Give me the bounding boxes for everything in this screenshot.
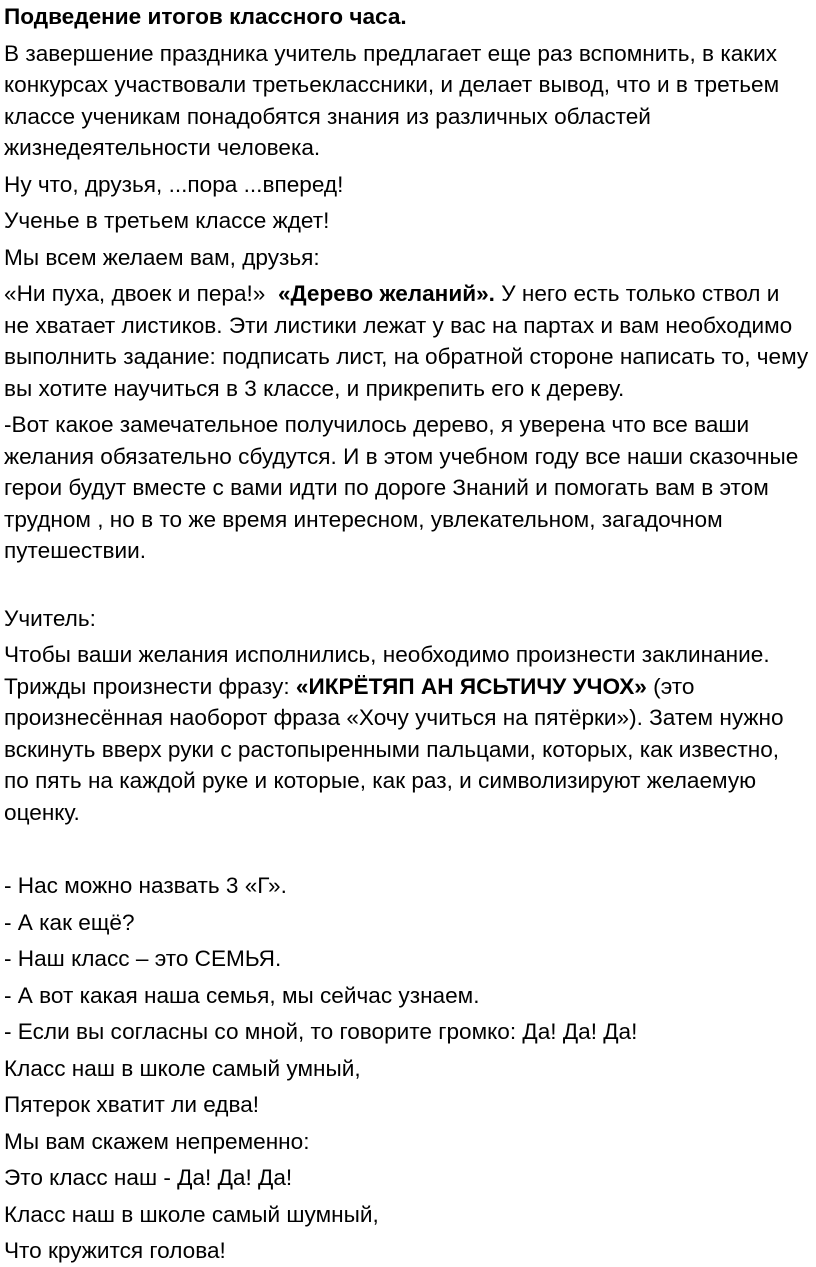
dialogue-line-4: - А вот какая наша семья, мы сейчас узнаем. [4, 982, 480, 1008]
section-heading-text: Подведение итогов классного часа. [4, 4, 407, 29]
spell-phrase: «ИКРЁТЯП АН ЯСЬТИЧУ УЧОХ» [295, 673, 647, 699]
verse-line-1: Ну что, друзья, ...пора ...вперед! [4, 171, 344, 197]
dialogue-line-1: - Нас можно назвать 3 «Г». [4, 873, 287, 898]
dialogue-line-3: - Наш класс – это СЕМЬЯ. [4, 946, 282, 971]
verse-line-2: Ученье в третьем классе ждет! [4, 208, 330, 233]
poem-line-5: Класс наш в школе самый шумный, [4, 1201, 379, 1227]
paragraph-spell [4, 639, 810, 828]
section-heading [4, 1, 810, 33]
verse-line-3: Мы всем желаем вам, друзья: [4, 244, 320, 270]
poem-line-2: Пятерок хватит ли едва! [4, 1092, 260, 1117]
paragraph-intro: В завершение праздника учитель предлагает еще раз вспомнить, в каких конкурсах участвовали третьеклассники, и делает вывод, что и в третьем классе ученикам понадобятся знания из различных областей жизнедеятельности человека. [4, 40, 780, 160]
paragraph-tree-result: -Вот какое замечательное получилось дерево, я уверена что все ваши желания обязательно сбудутся. И в этом учебном году все наши сказочные герои будут вместе с вами идти по дороге Знаний и помогать вам в этом трудном , но в то же время интересном, увлекательном, загадочном путешествии. [4, 412, 799, 563]
wish-tree-title: «Дерево желаний». [277, 281, 495, 306]
poem-line-3: Мы вам скажем непременно: [4, 1128, 310, 1154]
wish-tree-body: У него есть только ствол и не хватает листиков. Эти листики лежат у вас на партах и вам необходимо выполнить задание: подписать лист, на обратной стороне написать то, чему вы хотите научиться в 3 классе, и прикрепить его к дереву. [4, 281, 815, 401]
paragraph-wish-tree [4, 278, 815, 404]
teacher-label: Учитель: [4, 605, 96, 631]
dialogue-line-5: - Если вы согласны со мной, то говорите громко: Да! Да! Да! [4, 1019, 638, 1044]
dialogue-line-2: - А как ещё? [4, 909, 135, 935]
spell-body: (это произнесённая наоборот фраза «Хочу учиться на пятёрки»). Затем нужно вскинуть вверх руки с растопыренными пальцами, которых, как известно, по пять на каждой руке и которые, как раз, и символизируют желаемую оценку. [4, 673, 790, 825]
poem-line-1: Класс наш в школе самый умный, [4, 1055, 361, 1081]
wish-tree-lead: «Ни пуха, двоек и пера!» [4, 281, 278, 306]
spell-lead: Чтобы ваши желания исполнились, необходимо произнести заклинание. Трижды произнести фразу: [4, 642, 776, 699]
poem-line-6: Что кружится голова! [4, 1238, 226, 1263]
poem-line-4: Это класс наш - Да! Да! Да! [4, 1165, 293, 1190]
document-page [4, 0, 815, 1267]
